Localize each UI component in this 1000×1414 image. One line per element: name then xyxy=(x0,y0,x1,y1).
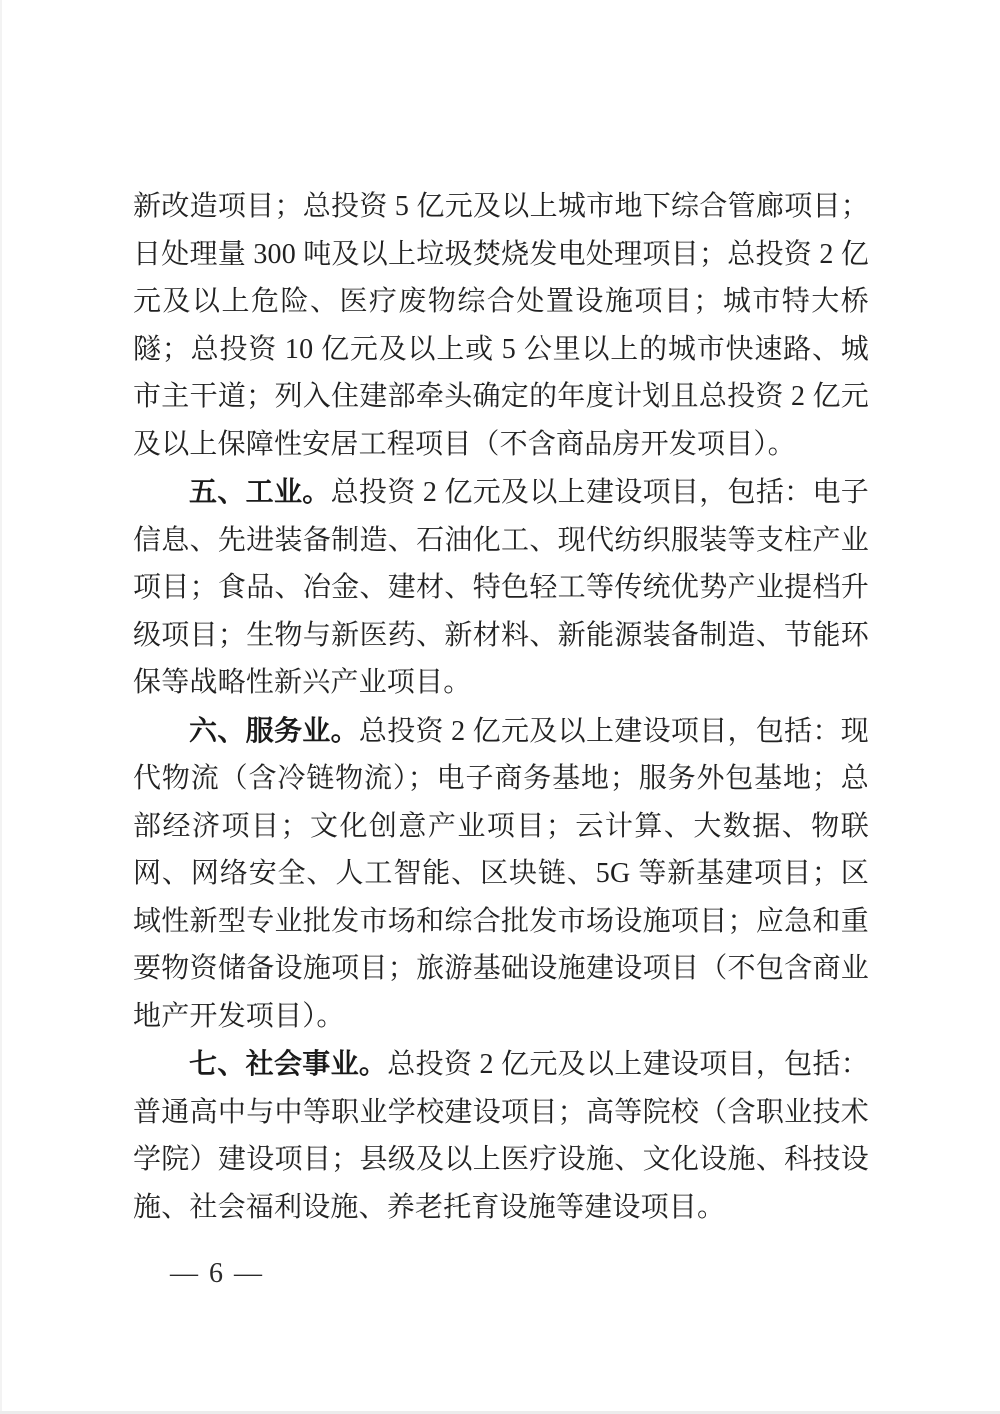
paragraph-section-services xyxy=(133,707,869,1041)
section-heading-industry: 五、工业。 xyxy=(189,476,331,507)
document-body xyxy=(133,183,869,1231)
paragraph-text: 新改造项目；总投资 5 亿元及以上城市地下综合管廊项目；日处理量 300 吨及以上垃圾焚烧发电处理项目；总投资 2 亿元及以上危险、医疗废物综合处置设施项目；城市特大桥隧；总投资 10 亿元及以上或 5 公里以上的城市快速路、城市主干道；列入住建部牵头确定的年度计划且总投资 2 亿元及以上保障性安居工程项目（不含商品房开发项目）。 xyxy=(133,191,869,460)
section-heading-services: 六、服务业。 xyxy=(189,714,359,746)
paragraph-text: 总投资 2 亿元及以上建设项目，包括：现代物流（含冷链物流）；电子商务基地；服务外包基地；总部经济项目；文化创意产业项目；云计算、大数据、物联网、网络安全、人工智能、区块链、5G 等新基建项目；区域性新型专业批发市场和综合批发市场设施项目；应急和重要物资储备设施项目；旅游基础设施建设项目（不包含商业地产开发项目）。 xyxy=(133,715,869,1032)
page-number: — 6 — xyxy=(170,1258,264,1289)
paragraph-text: 总投资 2 亿元及以上建设项目，包括：电子信息、先进装备制造、石油化工、现代纺织服装等支柱产业项目；食品、冶金、建材、特色轻工等传统优势产业提档升级项目；生物与新医药、新材料、新能源装备制造、节能环保等战略性新兴产业项目。 xyxy=(133,477,869,698)
paragraph-text: 总投资 2 亿元及以上建设项目，包括：普通高中与中等职业学校建设项目；高等院校（含职业技术学院）建设项目；县级及以上医疗设施、文化设施、科技设施、社会福利设施、养老托育设施等建设项目。 xyxy=(133,1049,869,1223)
paragraph-continuation xyxy=(133,183,869,468)
paragraph-section-social xyxy=(133,1040,869,1231)
scan-edge-left xyxy=(0,0,2,1414)
section-heading-social: 七、社会事业。 xyxy=(189,1048,388,1079)
paragraph-section-industry xyxy=(133,468,869,707)
